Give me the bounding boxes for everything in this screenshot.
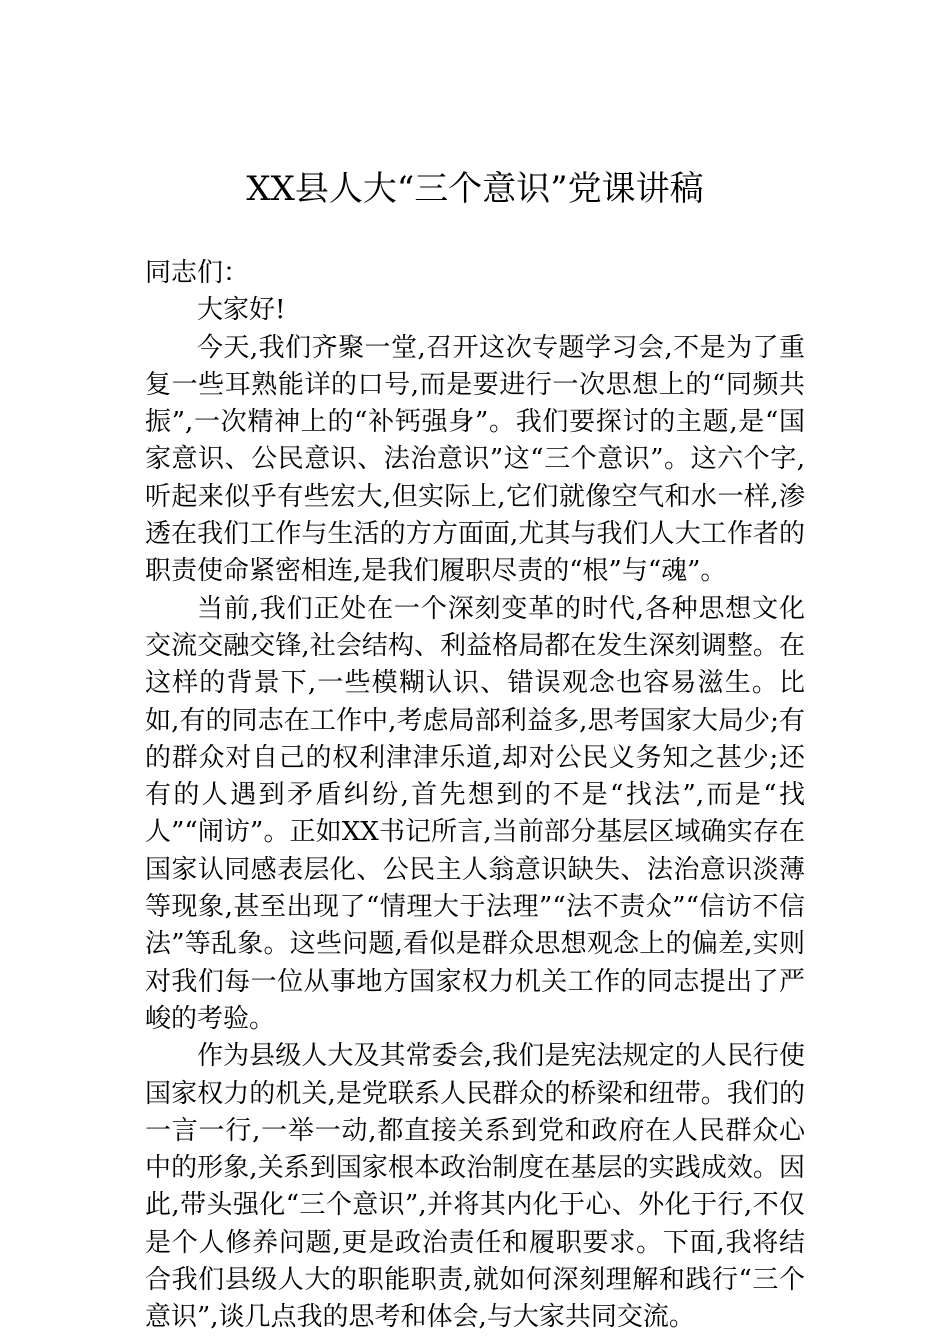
paragraph-2: 当前,我们正处在一个深刻变革的时代,各种思想文化交流交融交锋,社会结构、利益格局都在发生深刻调整。在这样的背景下,一些模糊认识、错误观念也容易滋生。比如,有的同志在工作中,考虑局部利益多,思考国家大局少;有的群众对自己的权利津津乐道,却对公民义务知之甚少;还有的人遇到矛盾纠纷,首先想到的不是“找法”,而是“找人”“闹访”。正如XX书记所言,当前部分基层区域确实存在国家认同感表层化、公民主人翁意识缺失、法治意识淡薄等现象,甚至出现了“情理大于法理”“法不责众”“信访不信法”等乱象。这些问题,看似是群众思想观念上的偏差,实则对我们每一位从事地方国家权力机关工作的同志提出了严峻的考验。	[145, 593, 805, 1034]
paragraph-3: 作为县级人大及其常委会,我们是宪法规定的人民行使国家权力的机关,是党联系人民群众的桥梁和纽带。我们的一言一行,一举一动,都直接关系到党和政府在人民群众心中的形象,关系到国家根本政治制度在基层的实践成效。因此,带头强化“三个意识”,并将其内化于心、外化于行,不仅是个人修养问题,更是政治责任和履职要求。下面,我将结合我们县级人大的职能职责,就如何深刻理解和践行“三个意识”,谈几点我的思考和体会,与大家共同交流。	[145, 1041, 805, 1333]
greeting: 大家好!	[197, 295, 286, 326]
document-title: XX县人大“三个意识”党课讲稿	[246, 169, 704, 209]
paragraph-1: 今天,我们齐聚一堂,召开这次专题学习会,不是为了重复一些耳熟能详的口号,而是要进行一次思想上的“同频共振”,一次精神上的“补钙强身”。我们要探讨的主题,是“国家意识、公民意识、法治意识”这“三个意识”。这六个字,听起来似乎有些宏大,但实际上,它们就像空气和水一样,渗透在我们工作与生活的方方面面,尤其与我们人大工作者的职责使命紧密相连,是我们履职尽责的“根”与“魂”。	[145, 332, 805, 587]
document-body	[145, 255, 805, 1337]
salutation: 同志们：	[145, 258, 250, 288]
